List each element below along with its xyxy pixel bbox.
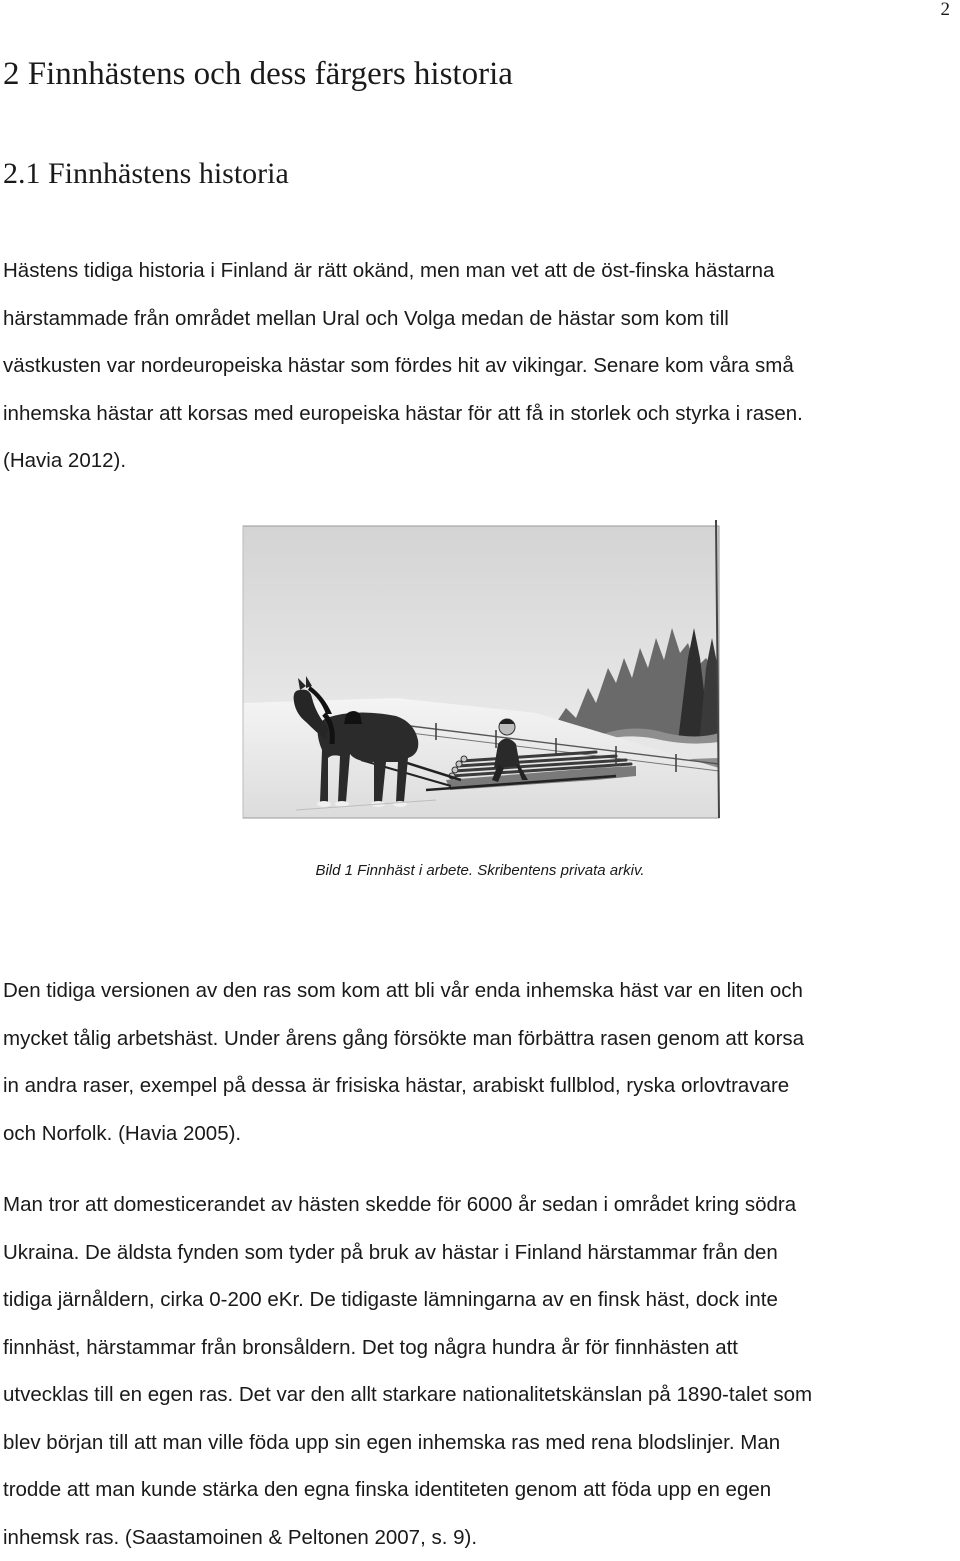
paragraph-line: tidiga järnåldern, cirka 0-200 eKr. De tidigaste lämningarna av en finsk häst, dock inte <box>3 1276 953 1324</box>
page-number: 2 <box>941 0 951 20</box>
chapter-title: 2 Finnhästens och dess färgers historia <box>3 52 513 96</box>
paragraph-line: (Havia 2012). <box>3 437 953 485</box>
paragraph-line: finnhäst, härstammar från bronsåldern. Det tog några hundra år för finnhästen att <box>3 1324 953 1372</box>
paragraph-line: utvecklas till en egen ras. Det var den allt starkare nationalitetskänslan på 1890-talet som <box>3 1371 953 1419</box>
paragraph-2 <box>3 967 953 1157</box>
photo-horse-at-work <box>236 518 724 824</box>
paragraph-line: inhemsk ras. (Saastamoinen & Peltonen 2007, s. 9). <box>3 1514 953 1561</box>
paragraph-line: västkusten var nordeuropeiska hästar som fördes hit av vikingar. Senare kom våra små <box>3 342 953 390</box>
paragraph-line: Man tror att domesticerandet av hästen skedde för 6000 år sedan i området kring södra <box>3 1181 953 1229</box>
paragraph-line: Ukraina. De äldsta fynden som tyder på bruk av hästar i Finland härstammar från den <box>3 1229 953 1277</box>
section-title: 2.1 Finnhästens historia <box>3 153 289 195</box>
paragraph-line: Hästens tidiga historia i Finland är rätt okänd, men man vet att de öst-finska hästarna <box>3 247 953 295</box>
paragraph-1 <box>3 247 953 485</box>
paragraph-line: in andra raser, exempel på dessa är frisiska hästar, arabiskt fullblod, ryska orlovtravare <box>3 1062 953 1110</box>
paragraph-line: härstammade från området mellan Ural och Volga medan de hästar som kom till <box>3 295 953 343</box>
paragraph-line: trodde att man kunde stärka den egna finska identiteten genom att föda upp en egen <box>3 1466 953 1514</box>
paragraph-line: inhemska hästar att korsas med europeiska hästar för att få in storlek och styrka i rasen. <box>3 390 953 438</box>
paragraph-3 <box>3 1181 953 1561</box>
paragraph-line: mycket tålig arbetshäst. Under årens gång försökte man förbättra rasen genom att korsa <box>3 1015 953 1063</box>
paragraph-line: och Norfolk. (Havia 2005). <box>3 1110 953 1158</box>
paragraph-line: blev början till att man ville föda upp sin egen inhemska ras med rena blodslinjer. Man <box>3 1419 953 1467</box>
paragraph-line: Den tidiga versionen av den ras som kom att bli vår enda inhemska häst var en liten och <box>3 967 953 1015</box>
figure-caption: Bild 1 Finnhäst i arbete. Skribentens privata arkiv. <box>0 860 960 882</box>
